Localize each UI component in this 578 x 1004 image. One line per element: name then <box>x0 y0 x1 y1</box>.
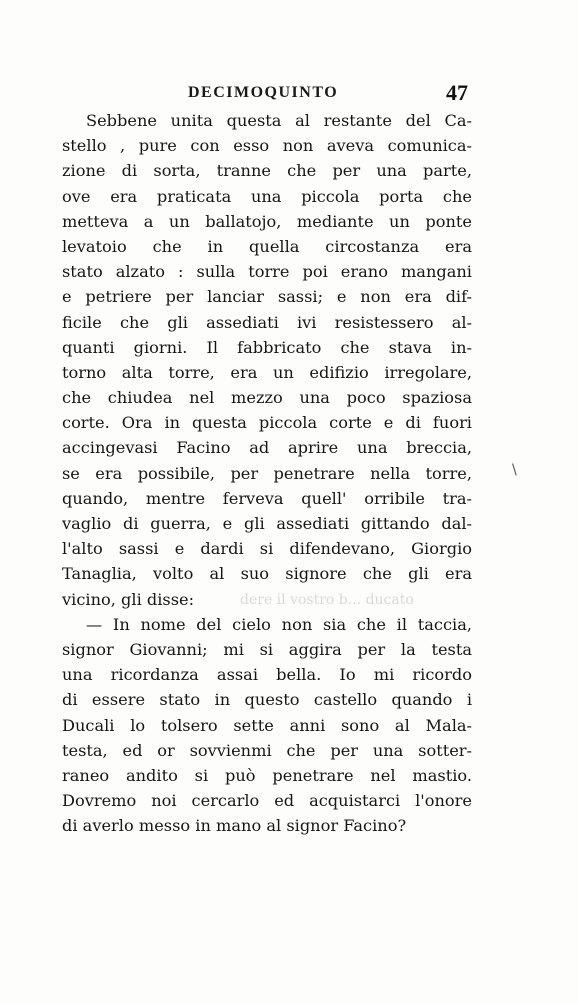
text-line: vaglio di guerra, e gli assediati gittando dal- <box>62 514 472 533</box>
text-line: vicino, gli disse: <box>62 589 195 609</box>
text-line: quando, mentre ferveva quell' orribile tra- <box>62 488 472 508</box>
text-line: Tanaglia, volto al suo signore che gli era <box>62 564 472 584</box>
text-line: di essere stato in questo castello quando i <box>62 690 472 710</box>
text-line: — In nome del cielo non sia che il taccia, <box>86 614 472 634</box>
text-line: corte. Ora in questa piccola corte e di fuori <box>62 413 472 433</box>
text-line: di averlo messo in mano al signor Facino? <box>62 816 407 836</box>
text-line: che chiudea nel mezzo una poco spaziosa <box>62 388 472 408</box>
text-line: raneo andito si può penetrare nel mastio. <box>62 765 472 785</box>
text-line: signor Giovanni; mi si aggira per la testa <box>62 639 472 659</box>
text-line: Dovremo noi cercarlo ed acquistarci l'onore <box>62 791 472 811</box>
text-line: stato alzato : sulla torre poi erano mangani <box>62 262 472 282</box>
text-line: quanti giorni. Il fabbricato che stava in- <box>62 337 472 357</box>
margin-mark: \ <box>512 462 517 478</box>
text-line: accingevasi Facino ad aprire una breccia, <box>62 438 472 458</box>
running-head: DECIMOQUINTO <box>188 84 339 101</box>
text-line: Ducali lo tolsero sette anni sono al Mala- <box>62 715 472 735</box>
text-line: Sebbene unita questa al restante del Ca- <box>86 111 472 130</box>
text-line: ove era praticata una piccola porta che <box>62 186 472 206</box>
body-text <box>62 108 472 838</box>
text-line: testa, ed or sovvienmi che per una sotter- <box>62 740 472 760</box>
text-line: levatoio che in quella circostanza era <box>62 236 472 256</box>
text-line: e petriere per lanciar sassi; e non era dif- <box>62 287 472 307</box>
text-line: ficile che gli assediati ivi resistessero al- <box>62 312 472 332</box>
text-line: stello , pure con esso non aveva comunica- <box>62 136 472 156</box>
text-line: una ricordanza assai bella. Io mi ricordo <box>62 665 472 685</box>
text-line: torno alta torre, era un edifizio irregolare, <box>62 362 472 382</box>
text-line: se era possibile, per penetrare nella torre, <box>62 463 472 483</box>
text-line: zione di sorta, tranne che per una parte, <box>62 161 472 181</box>
text-line: l'alto sassi e dardi si difendevano, Giorgio <box>62 539 472 559</box>
page-number: 47 <box>446 80 468 105</box>
page-header <box>60 80 468 104</box>
show-through-text: dere il vostro b... ducato <box>240 592 414 608</box>
text-line: metteva a un ballatojo, mediante un ponte <box>62 211 472 231</box>
